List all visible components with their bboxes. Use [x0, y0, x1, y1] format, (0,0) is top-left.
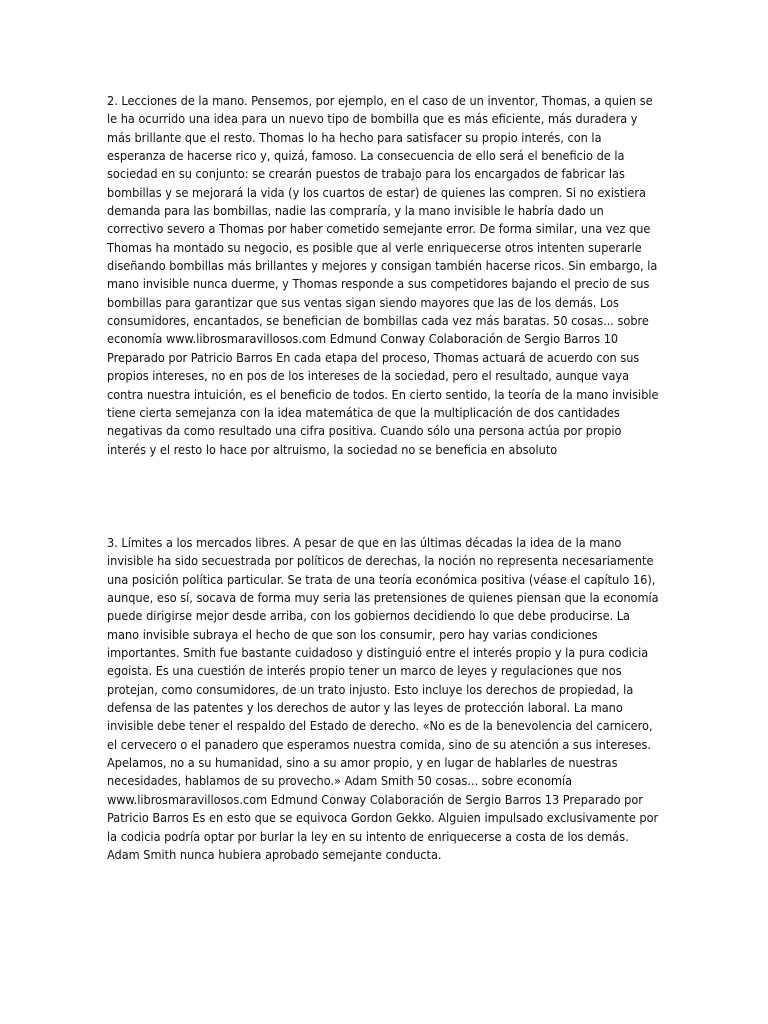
paragraph-lecciones-de-la-mano: 2. Lecciones de la mano. Pensemos, por ejemplo, en el caso de un inventor, Thomas, a quien se le ha ocurrido una idea para un nuevo tipo de bombilla que es más eficiente, más duradera y más brillante que el resto. Thomas lo ha hecho para satisfacer su propio interés, con la esperanza de hacerse rico y, quizá, famoso. La consecuencia de ello será el beneficio de la sociedad en su conjunto: se crearán puestos de trabajo para los encargados de fabricar las bombillas y se mejorará la vida (y los cuartos de estar) de quienes las compren. Si no existiera demanda para las bombillas, nadie las compraría, y la mano invisible le habría dado un correctivo severo a Thomas por haber cometido semejante error. De forma similar, una vez que Thomas ha montado su negocio, es posible que al verle enriquecerse otros intenten superarle diseñando bombillas más brillantes y mejores y consigan también hacerse ricos. Sin embargo, la mano invisible nunca duerme, y Thomas responde a sus competidores bajando el precio de sus bombillas para garantizar que sus ventas sigan siendo mayores que las de los demás. Los consumidores, encantados, se benefician de bombillas cada vez más baratas. 50 cosas... sobre economía www.librosmaravillosos.com Edmund Conway Colaboración de Sergio Barros 10 Preparado por Patricio Barros En cada etapa del proceso, Thomas actuará de acuerdo con sus propios intereses, no en pos de los intereses de la sociedad, pero el resultado, aunque vaya contra nuestra intuición, es el beneficio de todos. En cierto sentido, la teoría de la mano invisible tiene cierta semejanza con la idea matemática de que la multiplicación de dos cantidades negativas da como resultado una cifra positiva. Cuando sólo una persona actúa por propio interés y el resto lo hace por altruismo, la sociedad no se beneficia en absoluto: [107, 93, 659, 457]
paragraph-limites-mercados-libres: 3. Límites a los mercados libres. A pesar de que en las últimas décadas la idea de la mano invisible ha sido secuestrada por políticos de derechas, la noción no representa necesariamente una posición política particular. Se trata de una teoría económica positiva (véase el capítulo 16), aunque, eso sí, socava de forma muy seria las pretensiones de quienes piensan que la economía puede dirigirse mejor desde arriba, con los gobiernos decidiendo lo que debe producirse. La mano invisible subraya el hecho de que son los consumir, pero hay varias condiciones importantes. Smith fue bastante cuidadoso y distinguió entre el interés propio y la pura codicia egoista. Es una cuestión de interés propio tener un marco de leyes y regulaciones que nos protejan, como consumidores, de un trato injusto. Esto incluye los derechos de propiedad, la defensa de las patentes y los derechos de autor y las leyes de protección laboral. La mano invisible debe tener el respaldo del Estado de derecho. «No es de la benevolencia del carnicero, el cervecero o el panadero que esperamos nuestra comida, sino de su atención a sus intereses. Apelamos, no a su humanidad, sino a su amor propio, y en lugar de hablarles de nuestras necesidades, hablamos de su provecho.» Adam Smith 50 cosas... sobre economía www.librosmaravillosos.com Edmund Conway Colaboración de Sergio Barros 13 Preparado por Patricio Barros Es en esto que se equivoca Gordon Gekko. Alguien impulsado exclusivamente por la codicia podría optar por burlar la ley en su intento de enriquecerse a costa de los demás. Adam Smith nunca hubiera aprobado semejante conducta.: [107, 535, 659, 862]
